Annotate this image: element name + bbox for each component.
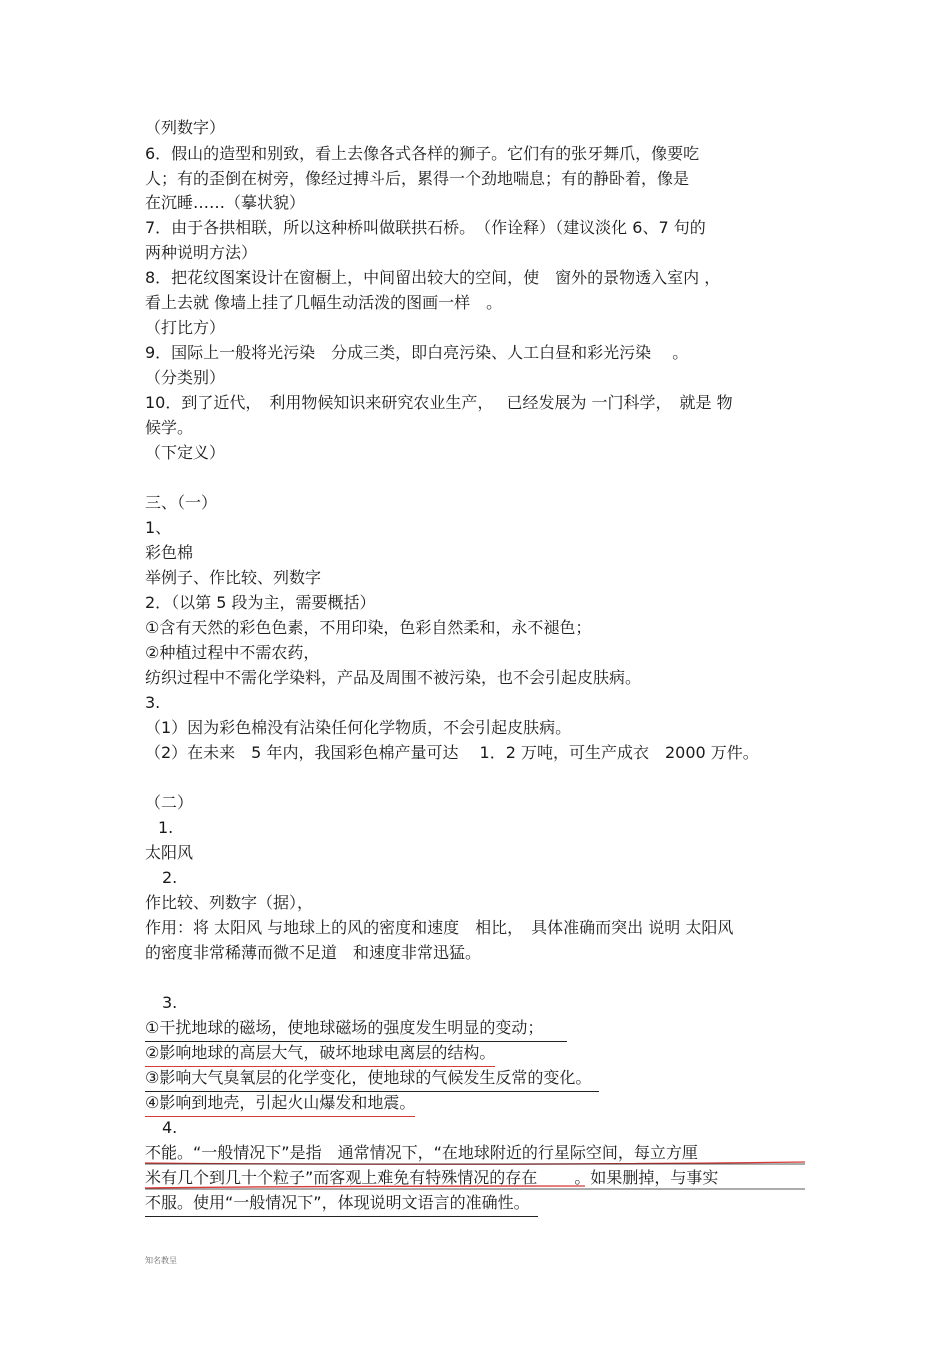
text-line: 9．国际上一般将光污染 分成三类，即白亮污染、人工白昼和彩光污染 。 bbox=[145, 343, 689, 362]
text-line: ①含有天然的彩色色素，不用印染，色彩自然柔和，永不褪色； bbox=[145, 618, 592, 637]
underlined-answer: ①干扰地球的磁场，使地球磁场的强度发生明显的变动； bbox=[145, 1018, 567, 1042]
underlined-answer: ③影响大气臭氧层的化学变化，使地球的气候发生反常的变化。 bbox=[145, 1068, 599, 1092]
text-line: 3. bbox=[145, 693, 161, 712]
text-line: 看上去就 像墙上挂了几幅生动活泼的图画一样 。 bbox=[145, 293, 503, 312]
text-line: ②种植过程中不需农药， bbox=[145, 643, 320, 662]
section-heading: （二） bbox=[145, 793, 194, 812]
underlined-answer: ②影响地球的高层大气，破坏地球电离层的结构。 bbox=[145, 1043, 495, 1067]
red-underline bbox=[145, 1186, 585, 1188]
text-line: 两种说明方法） bbox=[145, 243, 258, 262]
text-line: 2. bbox=[162, 868, 178, 887]
text-line: 6．假山的造型和别致，看上去像各式各样的狮子。它们有的张牙舞爪，像要吃 bbox=[145, 144, 700, 163]
text-line: 人；有的歪倒在树旁，像经过搏斗后，累得一个劲地喘息；有的静卧着，像是 bbox=[145, 169, 690, 188]
page-footer: 知名教呈 bbox=[145, 1256, 177, 1265]
text-line: 1. bbox=[158, 818, 174, 837]
text-line: 3. bbox=[162, 993, 178, 1012]
text-line: 10．到了近代， 利用物候知识来研究农业生产， 已经发展为 一门科学， 就是 物 bbox=[145, 393, 733, 412]
text-line: 候学。 bbox=[145, 418, 194, 437]
text-line: （打比方） bbox=[145, 318, 226, 337]
text-line: 举例子、作比较、列数字 bbox=[145, 568, 322, 587]
underlined-answer: 不能。“一般情况下”是指 通常情况下，“在地球附近的行星际空间，每立方厘 bbox=[145, 1143, 698, 1162]
text-line: 纺织过程中不需化学染料，产品及周围不被污染，也不会引起皮肤病。 bbox=[145, 668, 642, 687]
text-line: 彩色棉 bbox=[145, 543, 194, 562]
text-line: 2．（以第 5 段为主，需要概括） bbox=[145, 593, 376, 612]
text-line: 8．把花纹图案设计在窗橱上，中间留出较大的空间，使 窗外的景物透入室内 ， bbox=[145, 268, 721, 287]
text-line: 在沉睡……（摹状貌） bbox=[145, 193, 306, 212]
text-line: （列数字） bbox=[145, 118, 226, 137]
text-line: （2）在未来 5 年内，我国彩色棉产量可达 1．2 万吨，可生产成衣 2000 万件。 bbox=[145, 743, 759, 762]
section-heading: 三、（一） bbox=[145, 493, 218, 512]
text-line: 太阳风 bbox=[145, 843, 194, 862]
text-line: （分类别） bbox=[145, 368, 226, 387]
text-line: （下定义） bbox=[145, 443, 226, 462]
text-line: 的密度非常稀薄而微不足道 和速度非常迅猛。 bbox=[145, 943, 482, 962]
text-line: 4. bbox=[162, 1118, 178, 1137]
text-line: 作用：将 太阳风 与地球上的风的密度和速度 相比， 具体准确而突出 说明 太阳风 bbox=[145, 918, 734, 937]
underlined-answer: 米有几个到几十个粒子”而客观上难免有特殊情况的存在 。如果删掉，与事实 bbox=[145, 1168, 719, 1187]
text-line: 作比较、列数字（据）， bbox=[145, 893, 314, 912]
underlined-answer: ④影响到地壳，引起火山爆发和地震。 bbox=[145, 1093, 415, 1117]
text-line: 1、 bbox=[145, 518, 172, 537]
underlined-answer: 不服。使用“一般情况下”，体现说明文语言的准确性。 bbox=[145, 1193, 538, 1217]
text-line: 7．由于各拱相联，所以这种桥叫做联拱石桥。 （作诠释）（建议淡化 6、7 句的 bbox=[145, 218, 706, 237]
text-line: （1）因为彩色棉没有沾染任何化学物质，不会引起皮肤病。 bbox=[145, 718, 572, 737]
